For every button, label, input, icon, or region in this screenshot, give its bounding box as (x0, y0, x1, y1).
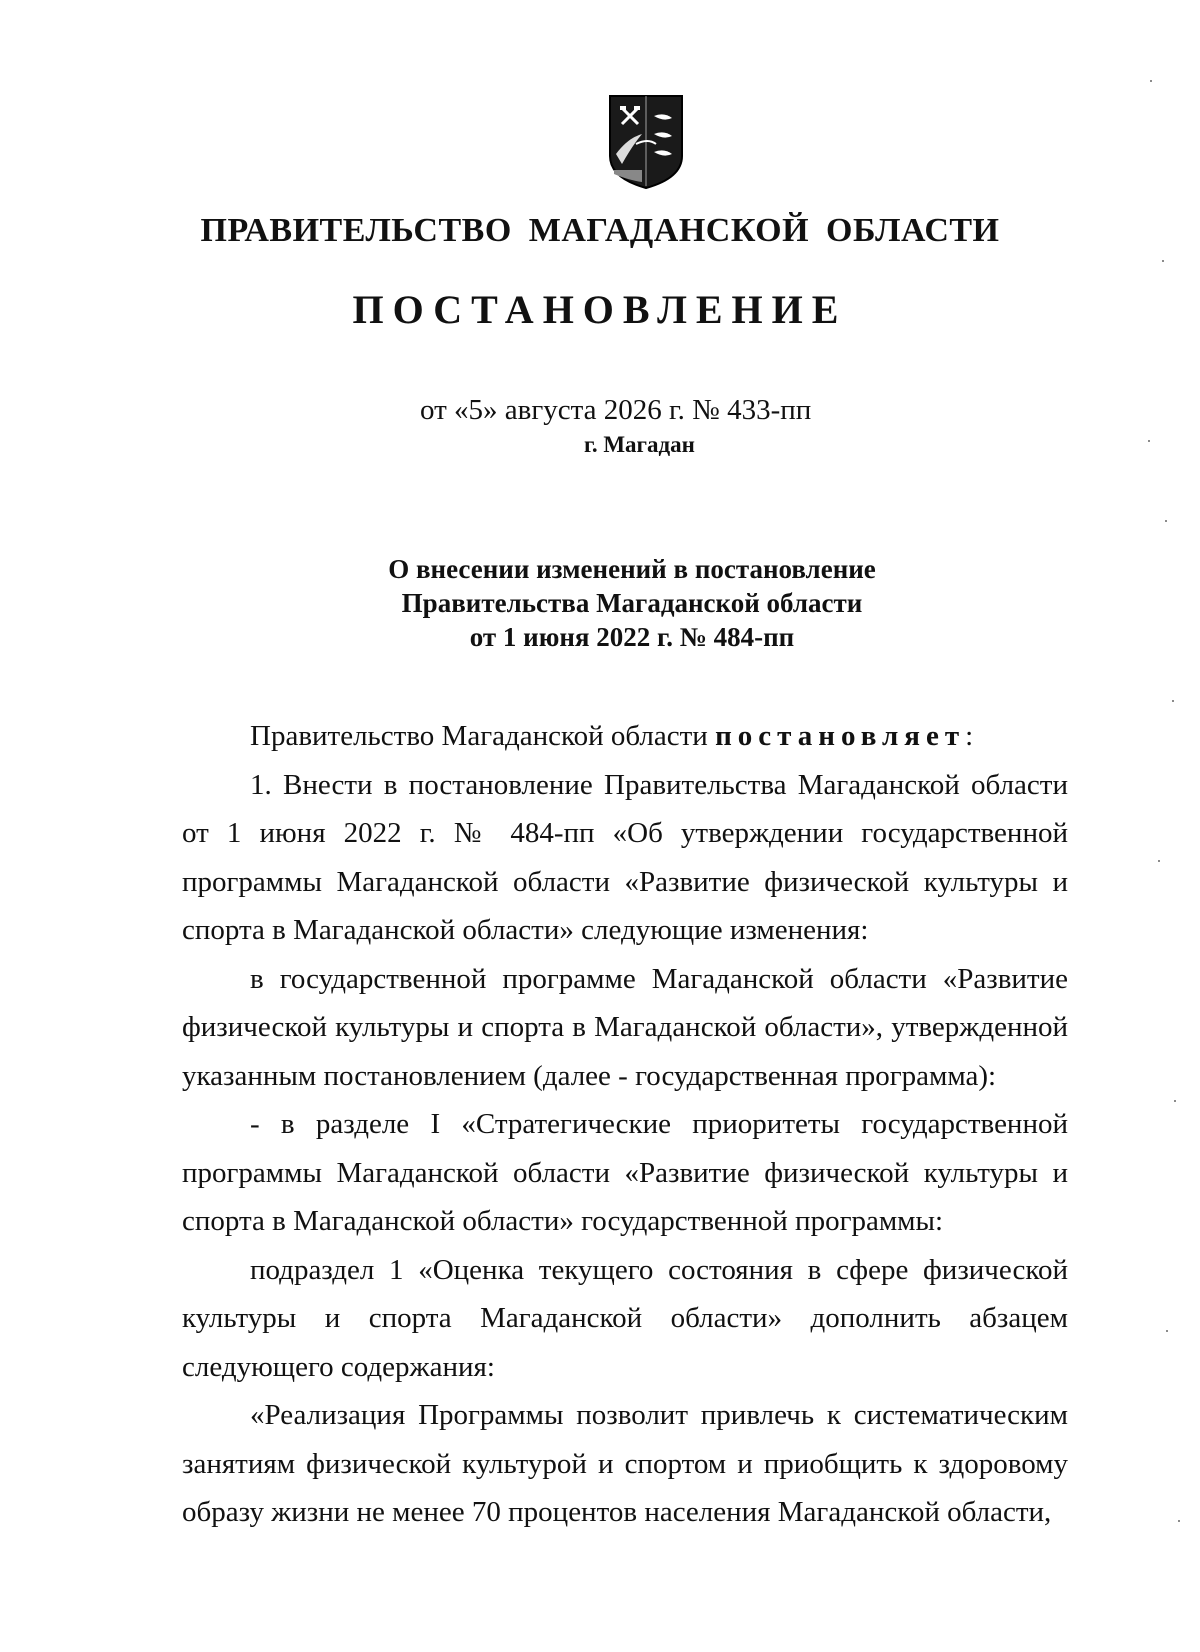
body-paragraph: «Реализация Программы позволит привлечь к систематическим занятиям физической культурой и спортом и приобщить к здоровому образу жизни не менее 70 процентов населения Магаданской области, (182, 1399, 1068, 1528)
intro-colon: : (965, 720, 974, 752)
document-body (182, 712, 1068, 1537)
document-city: г. Магадан (584, 432, 695, 457)
organization-title: ПРАВИТЕЛЬСТВО МАГАДАНСКОЙ ОБЛАСТИ (200, 212, 1000, 249)
body-paragraph: подраздел 1 «Оценка текущего состояния в сфере физической культуры и спорта Магаданской области» дополнить абзацем следующего содержания: (182, 1253, 1068, 1383)
intro-verb: постановляет (715, 720, 966, 752)
body-paragraph: в государственной программе Магаданской области «Развитие физической культуры и спорта в Магаданской области», утвержденной указанным постановлением (далее - государственная программа): (182, 962, 1068, 1092)
coat-of-arms-icon (608, 94, 684, 190)
document-subject (0, 552, 1200, 654)
subject-line: О внесении изменений в постановление (388, 554, 876, 584)
document-date-number: от «5» августа 2026 г. № 433-пп (420, 394, 812, 426)
subject-line: от 1 июня 2022 г. № 484-пп (469, 622, 795, 652)
intro-paragraph (182, 712, 1068, 761)
body-paragraph: - в разделе I «Стратегические приоритеты государственной программы Магаданской области «Развитие физической культуры и спорта в Магаданской области» государственной программы: (182, 1108, 1068, 1237)
body-paragraph: 1. Внести в постановление Правительства Магаданской области от 1 июня 2022 г. № 484-пп «Об утверждении государственной программы Магаданской области «Развитие физической культуры и спорта в Магаданской области» следующие изменения: (182, 768, 1068, 946)
document-type-title: ПОСТАНОВЛЕНИЕ (352, 287, 848, 332)
subject-line: Правительства Магаданской области (401, 588, 863, 618)
intro-subject: Правительство Магаданской области (250, 720, 708, 752)
